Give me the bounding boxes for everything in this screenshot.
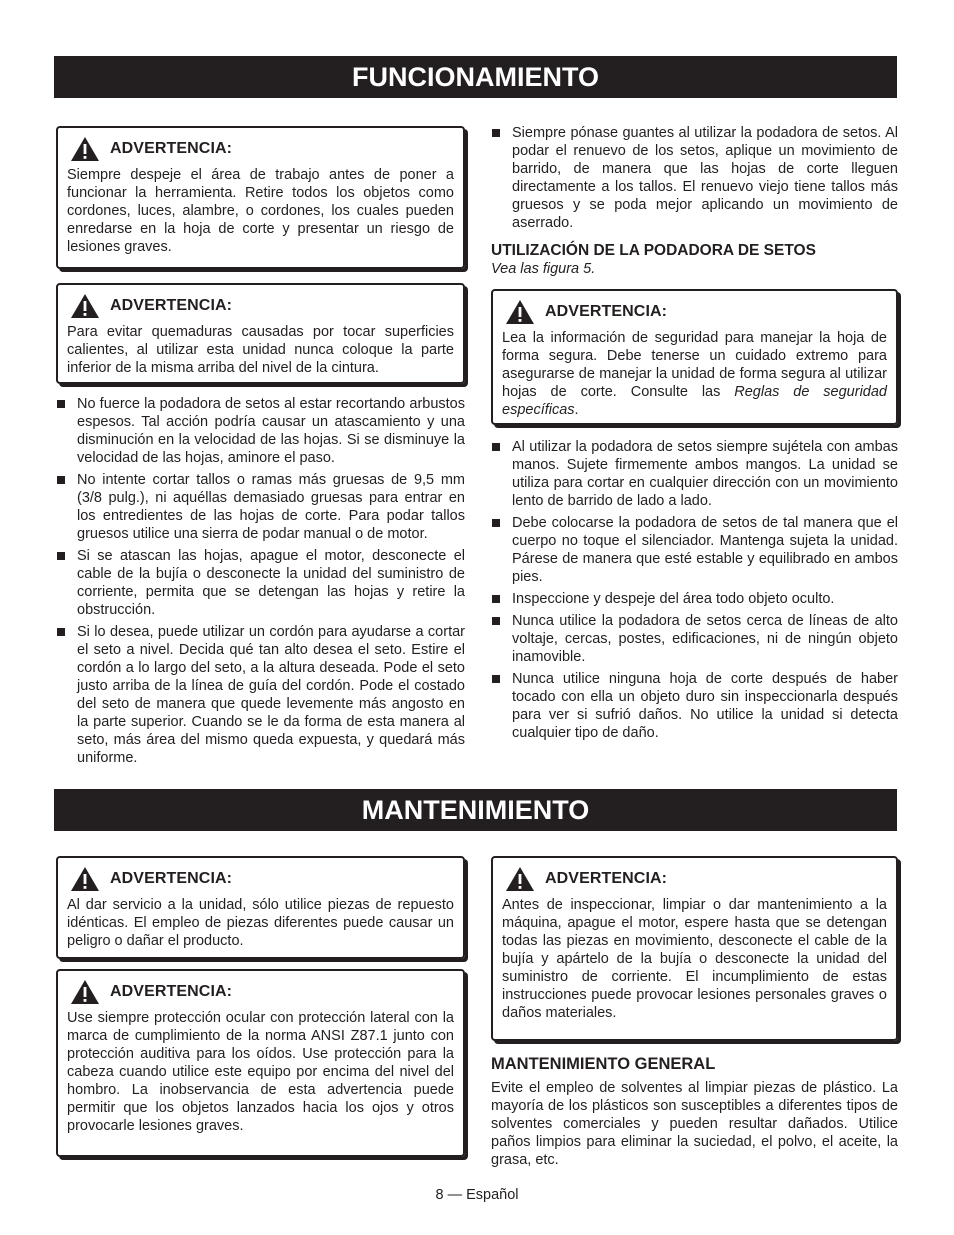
funcionamiento-right-column [491, 124, 898, 746]
list-item-text: No fuerce la podadora de setos al estar recortando arbustos espesos. Tal acción podría causar un atascamiento y una disminución en la velocidad de las hojas. Si se disminuye la velocidad de las hojas, aminore el paso. [77, 396, 465, 466]
warning-text: Para evitar quemaduras causadas por tocar superficies calientes, al utilizar esta unidad nunca coloque la parte inferior de la misma arriba del nivel de la cintura. [67, 324, 454, 376]
bullet-square-icon [492, 617, 500, 625]
mantenimiento-right-column [491, 856, 898, 1169]
figure-reference: Vea las figura 5. [491, 261, 596, 277]
list-item [491, 670, 898, 742]
bullet-square-icon [492, 129, 500, 137]
bullet-square-icon [57, 628, 65, 636]
subheading-mantenimiento-general: MANTENIMIENTO GENERAL [491, 1055, 716, 1073]
list-item [56, 623, 465, 767]
list-item [491, 124, 898, 232]
warning-text: Al dar servicio a la unidad, sólo utilice piezas de repuesto idénticas. El empleo de piezas diferentes puede causar un peligro o dañar el producto. [67, 897, 454, 949]
funcionamiento-left-bullets [56, 395, 465, 767]
section-banner-funcionamiento: FUNCIONAMIENTO [54, 56, 897, 98]
list-item-text: Si se atascan las hojas, apague el motor, desconecte el cable de la bujía o desconecte la unidad del suministro de corriente, permita que se detengan las hojas y retire la obstrucción. [77, 548, 465, 618]
warning-triangle-icon [70, 293, 100, 319]
bullet-square-icon [492, 519, 500, 527]
list-item [491, 590, 898, 608]
list-item-text: Debe colocarse la podadora de setos de tal manera que el cuerpo no toque el silenciador. Mantenga sujeta la unidad. Párese de manera que esté estable y equilibrado en ambos pies. [512, 515, 898, 585]
warning-triangle-icon [505, 299, 535, 325]
bullet-square-icon [492, 443, 500, 451]
funcionamiento-left-column [56, 126, 465, 771]
warning-triangle-icon [70, 866, 100, 892]
list-item [56, 395, 465, 467]
warning-text [502, 329, 887, 419]
warning-box-clear-area [56, 126, 465, 269]
list-item-text: Al utilizar la podadora de setos siempre sujétela con ambas manos. Sujete firmemente ambos mangos. La unidad se utiliza para cortar en cualquier dirección con un movimiento lento de barrido de lado a lado. [512, 439, 898, 509]
list-item [56, 471, 465, 543]
subheading-utilizacion: UTILIZACIÓN DE LA PODADORA DE SETOS [491, 242, 816, 259]
warning-text-reference: Reglas de seguridad específicas [502, 384, 887, 418]
warning-text-main: Lea la información de seguridad para manejar la hoja de forma segura. Debe tenerse un cuidado extremo para asegurarse de manejar la unidad de forma segura al utilizar hojas de corte. Consulte las [502, 330, 887, 400]
list-item-text: Siempre pónase guantes al utilizar la podadora de setos. Al podar el renuevo de los setos, aplique un movimiento de barrido, de manera que las hojas de corte lleguen directamente a los tallos. El renuevo viejo tiene tallos más gruesos y se poda mejor aplicando un movimiento de aserrado. [512, 125, 898, 231]
bullet-square-icon [57, 552, 65, 560]
warning-title: ADVERTENCIA: [110, 870, 233, 887]
list-item-text: Nunca utilice ninguna hoja de corte después de haber tocado con ella un objeto duro sin inspeccionarla después para ver si sufrió daños. No utilice la unidad si detecta cualquier tipo de daño. [512, 671, 898, 741]
list-item-text: Si lo desea, puede utilizar un cordón para ayudarse a cortar el seto a nivel. Decida qué tan alto desea el seto. Estire el cordón a lo largo del seto, a la altura deseada. Pode el seto justo arriba de la línea de guía del cordón. Pode el costado del seto de manera que quede levemente más angosto en la parte superior. Cuando se le da forma de esta manera al seto, más área del mismo queda expuesta, y quedará más uniforme. [77, 624, 465, 766]
warning-header [502, 299, 887, 325]
bullet-square-icon [57, 476, 65, 484]
funcionamiento-right-top-bullets [491, 124, 898, 232]
warning-header [67, 866, 454, 892]
warning-title: ADVERTENCIA: [110, 140, 233, 157]
bullet-square-icon [492, 595, 500, 603]
warning-header [502, 866, 887, 892]
mantenimiento-left-column [56, 856, 465, 1171]
list-item [56, 547, 465, 619]
list-item-text: Inspeccione y despeje del área todo objeto oculto. [512, 591, 835, 607]
warning-text: Use siempre protección ocular con protección lateral con la marca de cumplimiento de la norma ANSI Z87.1 junto con protección auditiva para los oídos. Use protección para la cabeza cuando utilice este equipo por encima del nivel del hombro. La inobservancia de esta advertencia puede permitir que los objetos lanzados hacia los ojos y otros provocarle lesiones graves. [67, 1010, 454, 1134]
warning-header [67, 979, 454, 1005]
page-footer: 8 — Español [435, 1187, 519, 1203]
list-item [491, 438, 898, 510]
warning-box-hot-surfaces [56, 283, 465, 384]
list-item [491, 612, 898, 666]
section-banner-mantenimiento: MANTENIMIENTO [54, 789, 897, 831]
warning-text: Siempre despeje el área de trabajo antes de poner a funcionar la herramienta. Retire todos los objetos como cordones, luces, alambre, o cordones, los cuales pueden enredarse en la hoja de corte y presentar un riesgo de lesiones graves. [67, 167, 454, 255]
list-item-text: Nunca utilice la podadora de setos cerca de líneas de alto voltaje, cercas, postes, edificaciones, ni de ningún objeto inamovible. [512, 613, 898, 665]
warning-text-end: . [574, 402, 579, 418]
warning-header [67, 136, 454, 162]
warning-title: ADVERTENCIA: [545, 303, 668, 320]
warning-box-replacement-parts [56, 856, 465, 959]
warning-box-eye-protection [56, 969, 465, 1157]
warning-title: ADVERTENCIA: [110, 983, 233, 1000]
funcionamiento-right-bullets [491, 438, 898, 742]
bullet-square-icon [57, 400, 65, 408]
warning-triangle-icon [505, 866, 535, 892]
warning-text: Antes de inspeccionar, limpiar o dar mantenimiento a la máquina, apague el motor, espere hasta que se detengan todas las piezas en movimiento, desconecte el cable de la bujía y apártelo de la bujía o desconecte la unidad del suministro de corriente. El incumplimiento de estas instrucciones puede provocar lesiones personales graves o daños materiales. [502, 897, 887, 1021]
warning-box-inspection [491, 856, 898, 1041]
bullet-square-icon [492, 675, 500, 683]
warning-title: ADVERTENCIA: [545, 870, 668, 887]
warning-triangle-icon [70, 979, 100, 1005]
warning-title: ADVERTENCIA: [110, 297, 233, 314]
warning-header [67, 293, 454, 319]
warning-box-blade-safety [491, 289, 898, 425]
list-item-text: No intente cortar tallos o ramas más gruesas de 9,5 mm (3/8 pulg.), ni aquéllas demasiado gruesas para entrar en los entredientes de las hojas de corte. Para podar tallos gruesos utilice una sierra de podar manual o de motor. [77, 472, 465, 542]
general-maintenance-paragraph: Evite el empleo de solventes al limpiar piezas de plástico. La mayoría de los plásticos son susceptibles a diferentes tipos de solventes comerciales y pueden resultar dañados. Utilice paños limpios para eliminar la suciedad, el polvo, el aceite, la grasa, etc. [491, 1080, 898, 1168]
list-item [491, 514, 898, 586]
warning-triangle-icon [70, 136, 100, 162]
